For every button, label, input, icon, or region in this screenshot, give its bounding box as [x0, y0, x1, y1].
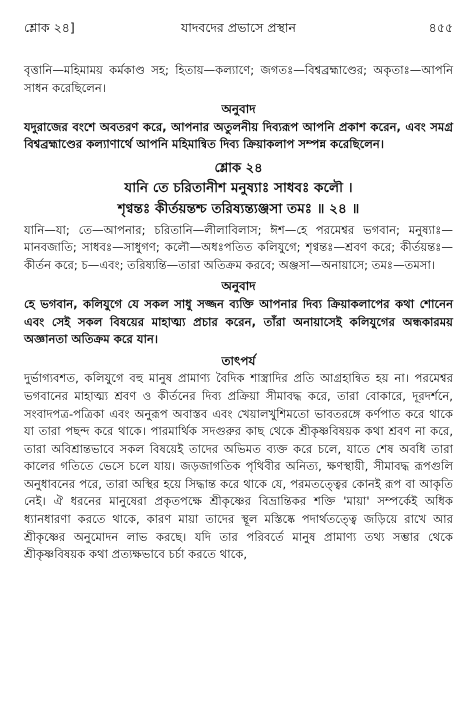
- translation-2-text: হে ভগবান, কলিযুগে যে সকল সাধু সজ্জন ব্যক্তি আপনার দিব্য ক্রিয়াকলাপের কথা শোনেন এবং সেই সকল বিষয়ের মাহাত্ম্য প্রচার করেন, তাঁরা অনায়াসেই কলিযুগের অন্ধকারময় অজ্ঞানতা অতিক্রম করে যান।: [24, 296, 453, 347]
- translation-1-text: যদুরাজের বংশে অবতরণ করে, আপনার অতুলনীয় দিব্যরূপ আপনি প্রকাশ করেন, এবং সমগ্র বিশ্বব্রহ্মাণ্ডের কল্যাণার্থে আপনি মহিমান্বিত দিব্য ক্রিয়াকলাপ সম্পন্ন করেছিলেন।: [24, 119, 453, 152]
- verse-synonyms: যানি—যা; তে—আপনার; চরিতানি—লীলাবিলাস; ঈশ—হে পরমেশ্বর ভগবান; মনুষ্যাঃ—মানবজাতি; সাধবঃ—সাধুগণ; কলৌ—অধঃপতিত কলিযুগে; শৃণ্বন্তঃ—শ্রবণ করে; কীর্তয়ন্তঃ—কীর্তন করে; চ—এবং; তরিষ্যন্তি—তারা অতিক্রম করবে; অঞ্জসা—অনায়াসে; তমঃ—তমসা।: [24, 222, 453, 272]
- verse-heading: শ্লোক ২৪: [214, 160, 263, 176]
- verse-line-2: শৃণ্বন্তঃ কীর্তয়ন্তশ্চ তরিষ্যন্ত্যঞ্জসা তমঃ ॥ ২৪ ॥: [117, 200, 360, 217]
- page-body: [24, 62, 453, 564]
- header-page-number: ৪৫৫: [428, 20, 453, 35]
- purport-heading: তাৎপর্য: [221, 353, 256, 368]
- running-header: [24, 20, 453, 42]
- translation-2-heading: অনুবাদ: [221, 279, 256, 294]
- verse-line-1: যানি তে চরিতানীশ মনুষ্যাঃ সাধবঃ কলৌ ।: [124, 179, 353, 196]
- header-verse-ref: শ্লোক ২৪]: [24, 20, 75, 35]
- header-chapter-title: যাদবদের প্রভাসে প্রস্থান: [180, 20, 297, 35]
- translation-1-heading: অনুবাদ: [221, 102, 256, 117]
- purport-text: দুর্ভাগ্যবশত, কলিযুগে বহু মানুষ প্রামাণ্য বৈদিক শাস্ত্রাদির প্রতি আগ্রহান্বিত হয় না। পরমেশ্বর ভগবানের মাহাত্ম্য শ্রবণ ও কীর্তনের দিব্য প্রক্রিয়া সীমাবদ্ধ করে, তারা বোকারে, দূরদর্শনে, সংবাদপত্র-পত্রিকা এবং অনুরূপ অবাস্তব এবং খেয়ালখুশিমতো ভাবতরঙ্গে কর্ণপাত করে থাকে যা তারা পছন্দ করে থাকে। পারমার্থিক সদগুরুর কাছ থেকে শ্রীকৃষ্ণবিষয়ক কথা শ্রবণ না করে, তারা অবিশ্রান্তভাবে সকল বিষয়েই তাদের অভিমত ব্যক্ত করে চলে, যাতে শেষ অবধি তারা কালের গতিতে ভেসে চলে যায়। জড়জাগতিক পৃথিবীর অনিত্য, ক্ষণস্থায়ী, সীমাবদ্ধ রূপগুলি অনুধাবনের পরে, তারা অস্থির হয়ে সিদ্ধান্ত করে থাকে যে, পরমতত্ত্বের কোনই রূপ বা আকৃতি নেই। ঐ ধরনের মানুষেরা প্রকৃতপক্ষে শ্রীকৃষ্ণের বিভ্রান্তিকর শক্তি 'মায়া' সম্পর্কেই অধিক ধ্যানধারণা করতে থাকে, কারণ মায়া তাদের স্থূল মস্তিষ্কে পদার্থতত্ত্বে জড়িয়ে রাখে আর শ্রীকৃষ্ণের অনুমোদন লাভ করছে। যদি তার পরিবর্তে মানুষ প্রামাণ্য তথ্য সম্ভার থেকে শ্রীকৃষ্ণবিষয়ক কথা প্রত্যক্ষভাবে চর্চা করতে থাকে,: [24, 371, 453, 562]
- top-synonyms: বৃত্তানি—মহিমাময় কর্মকাণ্ড সহ; হিতায়—কল্যাণে; জগতঃ—বিশ্বব্রহ্মাণ্ডের; অকৃতাঃ—আপনি সাধন করেছিলেন।: [24, 63, 453, 95]
